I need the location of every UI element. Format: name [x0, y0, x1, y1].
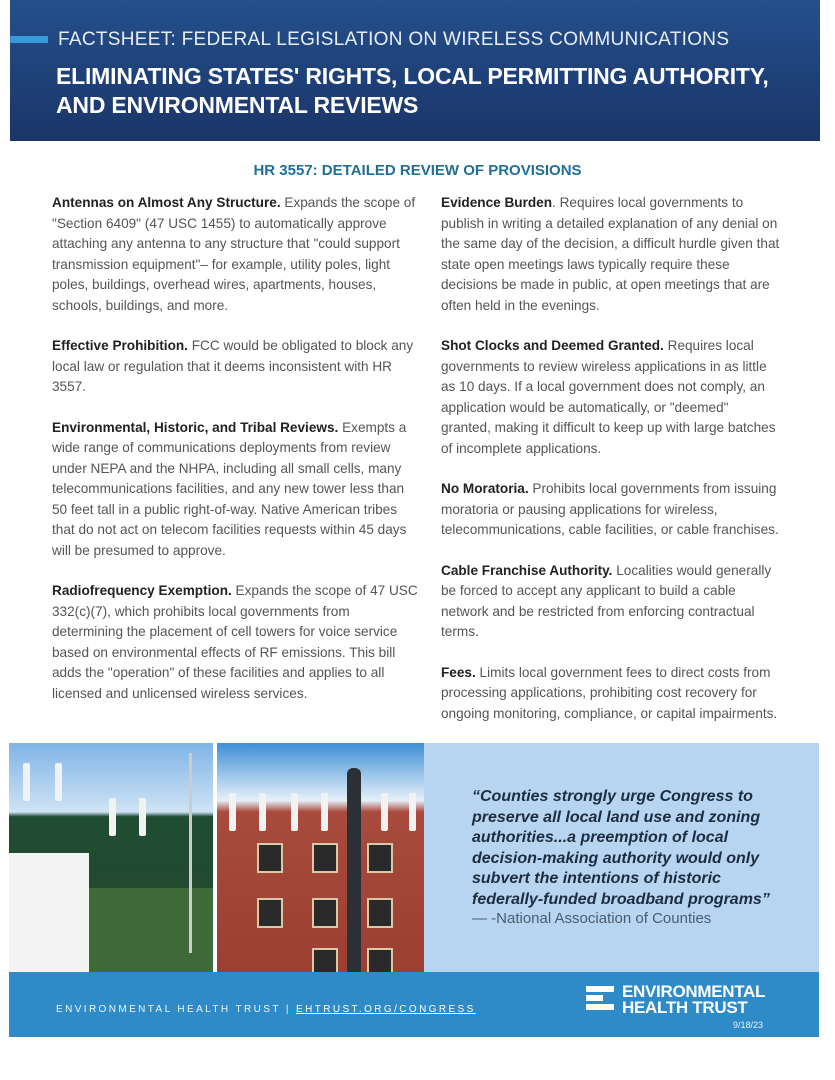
provision-item — [441, 561, 781, 643]
quote-attribution: — -National Association of Counties — [472, 910, 712, 927]
quote-text: “Counties strongly urge Congress to preserve all local land use and zoning authorities...a preemption of local decision-making authority would only subvert the intentions of historic federally-funded broadband programs” — [472, 788, 770, 908]
provision-item — [441, 479, 781, 541]
date: 9/18/23 — [733, 1020, 764, 1030]
house-with-antennas-photo — [9, 743, 213, 973]
provision-body: Expands the scope of 47 USC 332(c)(7), which prohibits local governments from determining the placement of cell towers for voice service based on environmental effects of RF emissions. This bill adds the "operation" of these facilities and applies to all licensed and unlicensed wireless services. — [52, 583, 418, 701]
provision-body: Exempts a wide range of communications deployments from review under NEPA and the NHPA, including all small cells, many telecommunications facilities, and any new tower less than 50 feet tall in a public right-of-way. Native American tribes that do not act on telecom facilities requests within 45 days will be presumed to approve. — [52, 419, 407, 558]
left-column — [52, 193, 418, 724]
provision-heading: Shot Clocks and Deemed Granted. — [441, 338, 664, 353]
section-subtitle: HR 3557: DETAILED REVIEW OF PROVISIONS — [253, 162, 582, 179]
logo-text — [622, 984, 765, 1016]
title-line: AND ENVIRONMENTAL REVIEWS — [56, 92, 419, 118]
logo-line: HEALTH TRUST — [622, 998, 748, 1017]
provision-item — [441, 193, 781, 316]
provision-heading: No Moratoria. — [441, 481, 529, 496]
provision-heading: Environmental, Historic, and Tribal Reviews. — [52, 419, 339, 435]
provision-item — [52, 418, 418, 562]
provision-body: Prohibits local governments from issuing moratoria or pausing applications for wireless, telecommunications, cable facilities, or cable franchises. — [441, 481, 779, 537]
provision-item — [52, 336, 418, 398]
provision-item — [52, 193, 418, 316]
provision-body: Expands the scope of "Section 6409" (47 USC 1455) to automatically approve attaching any antenna to any structure that "could support transmission equipment"– for example, utility poles, light poles, buildings, overhead wires, apartments, houses, schools, buildings, and more. — [52, 195, 416, 313]
page-title — [56, 62, 769, 120]
brick-building-with-antennas-photo — [217, 743, 424, 973]
provision-heading: Radiofrequency Exemption. — [52, 583, 232, 598]
provision-heading: Cable Franchise Authority. — [441, 562, 613, 578]
accent-bar — [10, 36, 48, 43]
congress-link[interactable]: EHTRUST.ORG/CONGRESS — [296, 1004, 476, 1015]
provision-heading: Effective Prohibition. — [52, 338, 188, 353]
provision-body: Requires local governments to review wireless applications in as little as 10 days. If a local government does not comply, an application would be automatically, or "deemed" granted, making it difficult to keep up with large batches of incomplete applications. — [441, 338, 776, 456]
provision-body: . Requires local governments to publish in writing a detailed explanation of any denial on the same day of the decision, a difficult hurdle given that state open meetings laws typically require these decisions be made in public, at open meetings that are often held in the evenings. — [441, 195, 780, 313]
eht-logo — [586, 984, 776, 1018]
kicker: FACTSHEET: FEDERAL LEGISLATION ON WIRELESS COMMUNICATIONS — [58, 29, 730, 50]
logo-line: ENVIRONMENTAL — [622, 982, 766, 1001]
right-column — [441, 193, 781, 744]
provision-item — [441, 336, 781, 459]
provision-item — [52, 581, 418, 704]
provision-heading: Fees. — [441, 664, 476, 680]
logo-icon — [586, 986, 614, 1016]
footer-text — [56, 1004, 476, 1015]
provision-item — [441, 663, 781, 725]
provision-body: FCC would be obligated to block any local law or regulation that it deems inconsistent with HR 3557. — [52, 338, 414, 394]
provision-body: Localities would generally be forced to accept any applicant to build a cable network and be restricted from enforcing contractual terms. — [441, 562, 772, 639]
title-line: ELIMINATING STATES' RIGHTS, LOCAL PERMITTING AUTHORITY, — [56, 63, 769, 89]
provision-body: Limits local government fees to direct costs from processing applications, prohibiting cost recovery for ongoing monitoring, compliance, or capital impairments. — [441, 664, 778, 721]
provision-heading: Evidence Burden — [441, 195, 553, 210]
provision-heading: Antennas on Almost Any Structure. — [52, 195, 281, 210]
footer-org: ENVIRONMENTAL HEALTH TRUST | — [56, 1004, 297, 1015]
